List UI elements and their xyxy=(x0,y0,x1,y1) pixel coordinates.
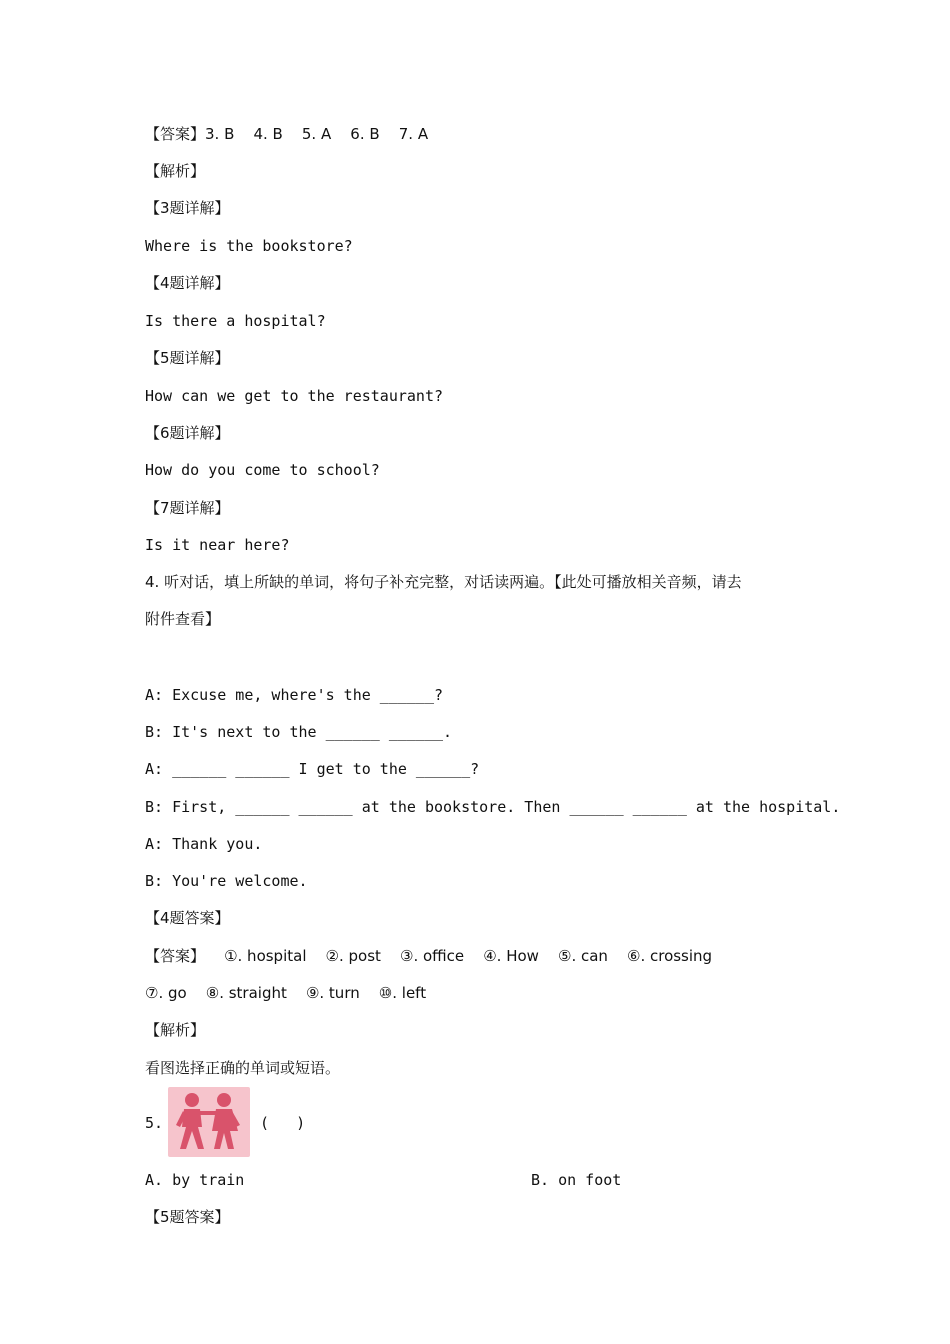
picture-instruction: 看图选择正确的单词或短语。 xyxy=(145,1059,341,1077)
analysis-label: 【解析】 xyxy=(145,162,206,180)
answer-blank: ( ) xyxy=(260,1114,306,1132)
q3-heading: 【3题详解】 xyxy=(145,199,230,217)
q4-answer-heading: 【4题答案】 xyxy=(145,909,230,927)
section4-instruction-cont: 附件查看】 xyxy=(145,610,221,628)
q3-text: Where is the bookstore? xyxy=(145,237,353,255)
dialogue-line: A: Thank you. xyxy=(145,835,263,853)
q5-text: How can we get to the restaurant? xyxy=(145,387,444,405)
dialogue-line: A: ______ ______ I get to the ______? xyxy=(145,760,480,778)
q7-text: Is it near here? xyxy=(145,536,290,554)
q4-answer-line: 【答案】 ①. hospital ②. post ③. office ④. How ⑤. can ⑥. crossing xyxy=(145,947,713,965)
dialogue-line: B: First, ______ ______ at the bookstore. Then ______ ______ at the hospital. xyxy=(145,798,841,816)
option-b: B. on foot xyxy=(531,1171,622,1189)
q4-heading: 【4题详解】 xyxy=(145,274,230,292)
walking-children-image xyxy=(168,1087,250,1157)
dialogue-line: A: Excuse me, where's the ______? xyxy=(145,686,444,704)
walking-children-icon xyxy=(168,1087,250,1157)
dialogue-line: B: You're welcome. xyxy=(145,872,308,890)
dialogue-line: B: It's next to the ______ ______. xyxy=(145,723,453,741)
q6-heading: 【6题详解】 xyxy=(145,424,230,442)
q6-text: How do you come to school? xyxy=(145,461,380,479)
q7-heading: 【7题详解】 xyxy=(145,499,230,517)
q5-number: 5. xyxy=(145,1114,164,1132)
section4-instruction: 4. 听对话，填上所缺的单词，将句子补充完整，对话读两遍。【此处可播放相关音频，请去 xyxy=(145,573,742,591)
q5-answer-heading: 【5题答案】 xyxy=(145,1208,230,1226)
option-a: A. by train xyxy=(145,1171,245,1189)
analysis-label: 【解析】 xyxy=(145,1021,206,1039)
q4-answer-line-cont: ⑦. go ⑧. straight ⑨. turn ⑩. left xyxy=(145,984,427,1002)
q4-text: Is there a hospital? xyxy=(145,312,326,330)
q5-heading: 【5题详解】 xyxy=(145,349,230,367)
answer-line: 【答案】3. B 4. B 5. A 6. B 7. A xyxy=(145,125,429,143)
